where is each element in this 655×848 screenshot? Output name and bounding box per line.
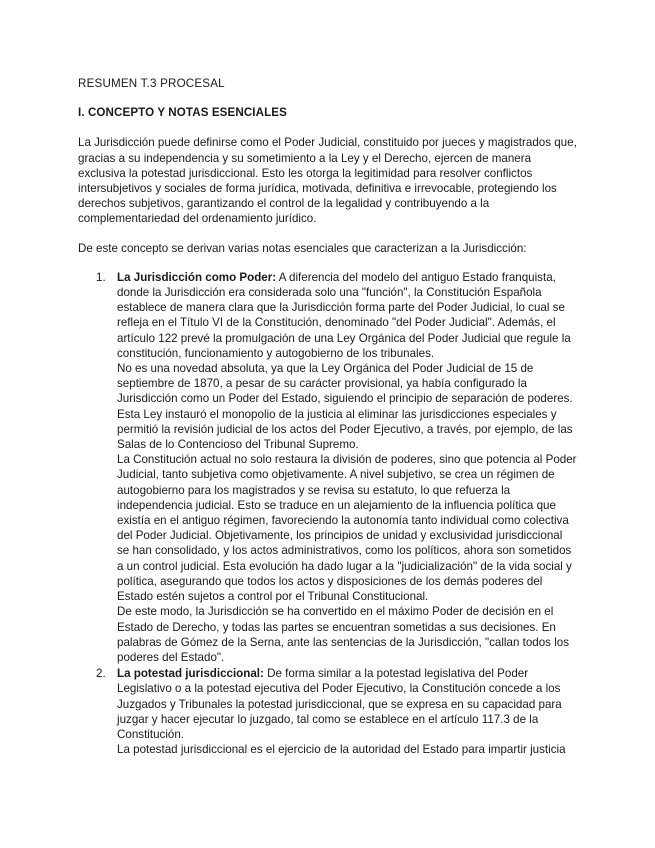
note-paragraph: La Constitución actual no solo restaura la división de poderes, sino que potencia al Poder Judicial, tanto subjetiva como objetivamente. A nivel subjetivo, se crea un régimen de autogobierno para los magistrados y se revisa su estatuto, lo que refuerza la independencia judicial. Esto se traduce en un alejamiento de la influencia política que existía en el antiguo régimen, favoreciendo la autonomía tanto individual como colectiva del Poder Judicial. Objetivamente, los principios de unidad y exclusividad jurisdiccional se han consolidado, y los actos administrativos, como los políticos, ahora son sometidos a un control judicial. Esta evolución ha dado lugar a la "judicialización" de la vida social y política, asegurando que todos los actos y disposiciones de los demás poderes del Estado estén sujetos a control por el Tribunal Constitucional. [117,453,577,604]
note-lead-text: De forma similar a la potestad legislativa del Poder Legislativo o a la potestad ejecutiva del Poder Ejecutivo, la Constitución concede a los Juzgados y Tribunales la potestad jurisdiccional, que se expresa en su capacidad para juzgar y hacer ejecutar lo juzgado, tal como se establece en el artículo 117.3 de la Constitución. [117,667,562,741]
list-item [78,666,577,757]
list-item-number: 1. [96,270,106,284]
note-title: La potestad jurisdiccional: [117,667,264,681]
intro-paragraph: De este concepto se derivan varias notas esenciales que caracterizan a la Jurisdicción: [78,241,527,255]
note-lead-text: A diferencia del modelo del antiguo Estado franquista, donde la Jurisdicción era considerada solo una "función", la Constitución Española establece de manera clara que la Jurisdicción forma parte del Poder Judicial, lo cual se refleja en el Título VI de la Constitución, denominado "del Poder Judicial". Además, el artículo 122 prevé la promulgación de una Ley Orgánica del Poder Judicial que regule la constitución, funcionamiento y autogobierno de los tribunales. [117,270,571,360]
note-paragraph: De este modo, la Jurisdicción se ha convertido en el máximo Poder de decisión en el Estado de Derecho, y todas las partes se encuentran sometidas a sus decisiones. En palabras de Gómez de la Serna, ante las sentencias de la Jurisdicción, "callan todos los poderes del Estado". [117,605,570,664]
note-lead-paragraph [117,270,577,361]
section-heading: I. CONCEPTO Y NOTAS ESENCIALES [78,106,287,120]
list-item [78,270,577,665]
list-item-number: 2. [96,667,106,681]
note-title: La Jurisdicción como Poder: [117,270,277,284]
note-paragraph: La potestad jurisdiccional es el ejercicio de la autoridad del Estado para impartir justicia [117,743,566,757]
document-title: RESUMEN T.3 PROCESAL [78,77,225,90]
note-lead-paragraph [117,666,577,742]
note-paragraph: No es una novedad absoluta, ya que la Ley Orgánica del Poder Judicial de 15 de septiembre de 1870, a pesar de su carácter provisional, ya había configurado la Jurisdicción como un Poder del Estado, siguiendo el principio de separación de poderes. Esta Ley instauró el monopolio de la justicia al eliminar las jurisdicciones especiales y permitió la revisión judicial de los actos del Poder Ejecutivo, a través, por ejemplo, de las Salas de lo Contencioso del Tribunal Supremo. [117,362,573,452]
essential-notes-list [78,270,577,758]
intro-paragraph: La Jurisdicción puede definirse como el Poder Judicial, constituido por jueces y magistrados que, gracias a su independencia y su sometimiento a la Ley y el Derecho, ejercen de manera exclusiva la potestad jurisdiccional. Esto les otorga la legitimidad para resolver conflictos intersubjetivos y sociales de forma jurídica, motivada, definitiva e irrevocable, protegiendo los derechos subjetivos, garantizando el control de la legalidad y contribuyendo a la complementariedad del ordenamiento jurídico. [78,136,577,226]
